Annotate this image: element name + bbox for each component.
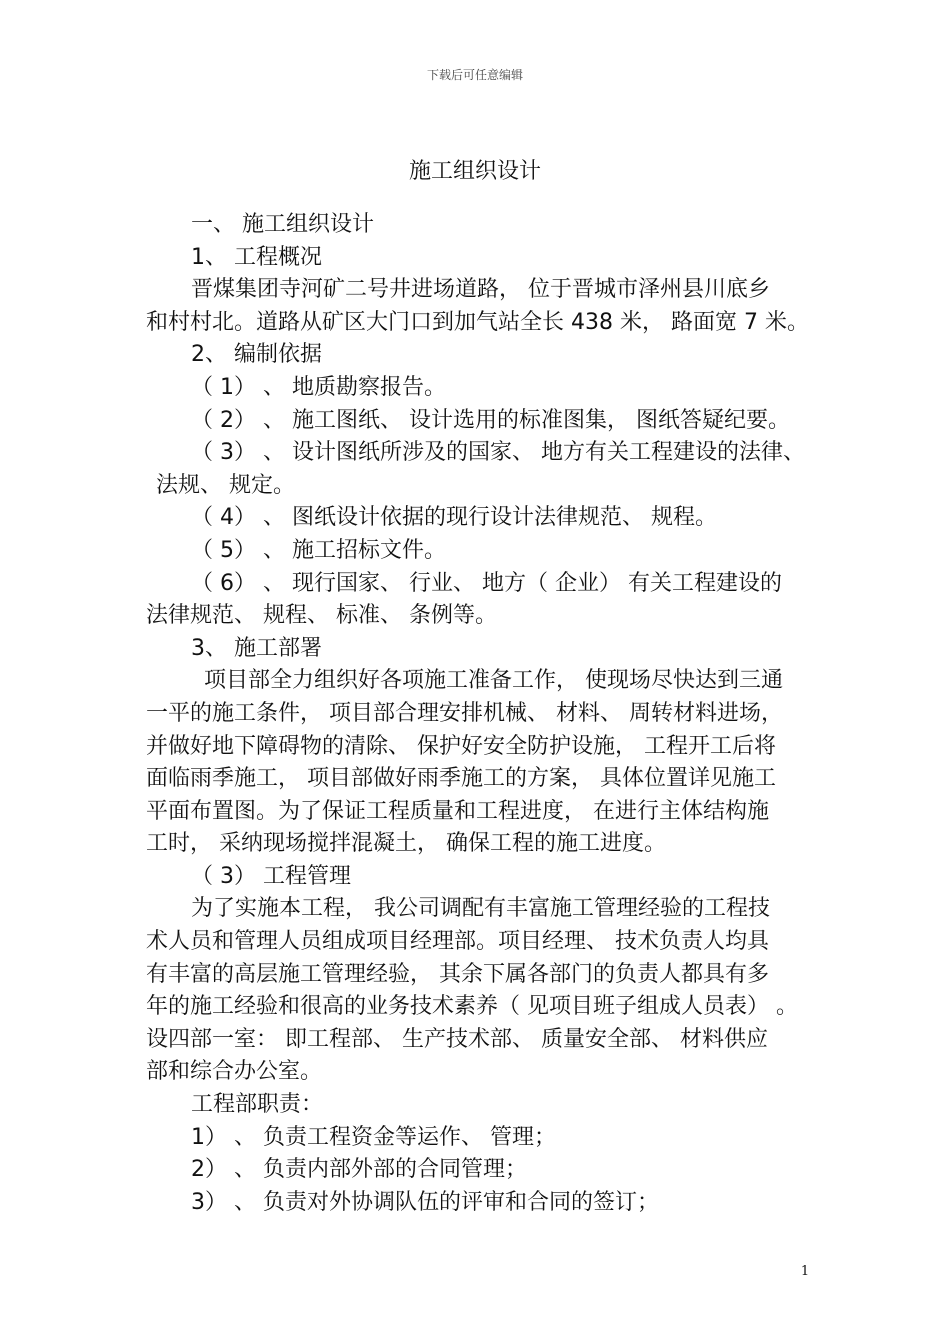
list-item: 2） 、 负责内部外部的合同管理； — [191, 1157, 527, 1183]
list-item: （ 4） 、 图纸设计依据的现行设计法律规范、 规程。 — [191, 505, 717, 531]
paragraph-line: 年的施工经验和很高的业务技术素养（ 见项目班子组成人员表） 。 — [146, 994, 798, 1020]
list-item: 1） 、 负责工程资金等运作、 管理； — [191, 1124, 556, 1150]
paragraph-line: 工时， 采纳现场搅拌混凝土， 确保工程的施工进度。 — [146, 831, 666, 857]
paragraph-line: 有丰富的高层施工管理经验， 其余下属各部门的负责人都具有多 — [146, 961, 769, 987]
paragraph-line: 晋煤集团寺河矿二号井进场道路， 位于晋城市泽州县川底乡 — [191, 277, 770, 303]
paragraph-line: 项目部全力组织好各项施工准备工作， 使现场尽快达到三通 — [204, 668, 783, 694]
document-title: 施工组织设计 — [408, 159, 541, 184]
subsection-heading: 3、 施工部署 — [191, 635, 322, 661]
paragraph-line: 平面布置图。为了保证工程质量和工程进度， 在进行主体结构施 — [146, 798, 769, 824]
list-item: （ 3） 、 设计图纸所涉及的国家、 地方有关工程建设的法律、 — [191, 440, 805, 466]
document-body — [146, 209, 810, 1219]
paragraph-line: 并做好地下障碍物的清除、 保护好安全防护设施， 工程开工后将 — [146, 733, 776, 759]
paragraph-line: 为了实施本工程， 我公司调配有丰富施工管理经验的工程技 — [191, 896, 770, 922]
subsection-heading: 1、 工程概况 — [191, 244, 322, 270]
page-number: 1 — [800, 1264, 810, 1279]
paragraph-line: 一平的施工条件， 项目部合理安排机械、 材料、 周转材料进场， — [146, 700, 783, 726]
list-item: （ 1） 、 地质勘察报告。 — [191, 374, 446, 400]
paragraph-line: 面临雨季施工， 项目部做好雨季施工的方案， 具体位置详见施工 — [146, 766, 776, 792]
subsection-heading: （ 3） 工程管理 — [191, 863, 351, 889]
list-item: （ 6） 、 现行国家、 行业、 地方（ 企业） 有关工程建设的 — [191, 570, 782, 596]
paragraph-line: 术人员和管理人员组成项目经理部。项目经理、 技术负责人均具 — [146, 929, 769, 955]
paragraph-line: 部和综合办公室。 — [146, 1059, 323, 1085]
paragraph-line: 工程部职责： — [191, 1092, 324, 1118]
list-item: （ 5） 、 施工招标文件。 — [191, 537, 446, 563]
page-header-note: 下载后可任意编辑 — [426, 68, 523, 82]
list-item-continuation: 法规、 规定。 — [156, 472, 295, 498]
list-item-continuation: 法律规范、 规程、 标准、 条例等。 — [146, 603, 497, 629]
paragraph-line: 设四部一室： 即工程部、 生产技术部、 质量安全部、 材料供应 — [146, 1026, 768, 1052]
section-heading: 一、 施工组织设计 — [191, 212, 374, 237]
list-item: （ 2） 、 施工图纸、 设计选用的标准图集， 图纸答疑纪要。 — [191, 407, 790, 433]
subsection-heading: 2、 编制依据 — [191, 342, 322, 368]
paragraph-line: 和村村北。道路从矿区大门口到加气站全长 438 米， 路面宽 7 米。 — [146, 309, 809, 335]
list-item: 3） 、 负责对外协调队伍的评审和合同的签订； — [191, 1189, 659, 1215]
